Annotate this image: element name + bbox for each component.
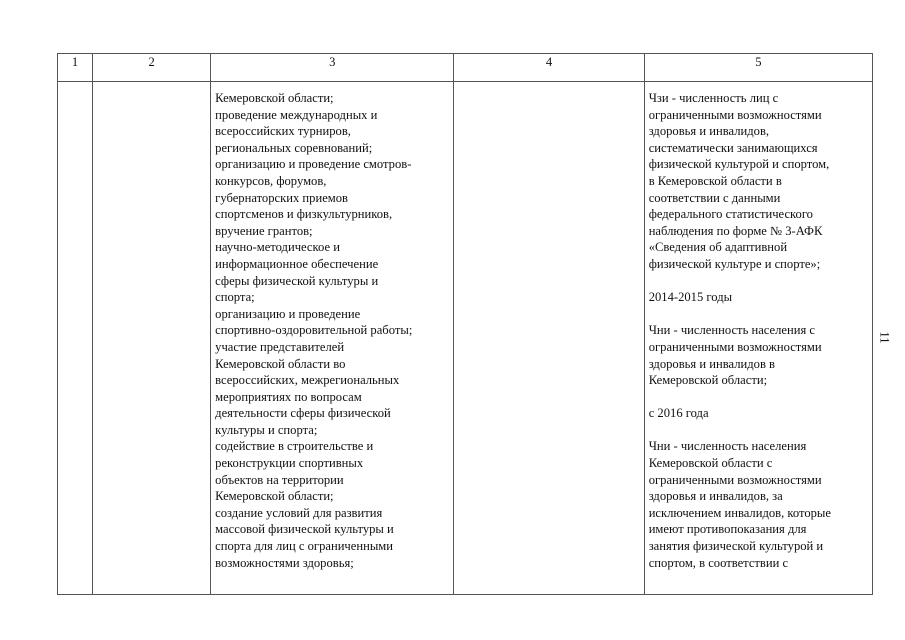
header-cell-3: 3	[211, 54, 454, 82]
body-cell-5	[644, 82, 872, 595]
indicator-definitions-text: Чзи - численность лиц с ограниченными возможностями здоровья и инвалидов, систематически занимающихся физической культурой и спортом, в Кемеровской области в соответствии с данными федерального статистического наблюдения по форме № 3-АФК «Сведения об адаптивной физической культуре и спорте»; 2014-2015 годы Чни - численность населения с ограниченными возможностями здоровья и инвалидов в Кемеровской области; с 2016 года Чни - численность населения Кемеровской области с ограниченными возможностями здоровья и инвалидов, за исключением инвалидов, которые имеют противопоказания для занятия физической культурой и спортом, в соответствии с	[648, 91, 831, 570]
header-cell-2: 2	[93, 54, 211, 82]
table-header-row	[58, 54, 873, 82]
body-cell-4-text	[454, 82, 643, 90]
measures-text: Кемеровской области; проведение международных и всероссийских турниров, региональных соревнований; организацию и проведение смотров- конкурсов, форумов, губернаторских приемов спортсменов и физкультурников, вручение грантов; научно-методическое и информационное обеспечение сферы физической культуры и спорта; организацию и проведение спортивно-оздоровительной работы; участие представителей Кемеровской области во всероссийских, межрегиональных мероприятиях по вопросам деятельности сферы физической культуры и спорта; содействие в строительстве и реконструкции спортивных объектов на территории Кемеровской области; создание условий для развития массовой физической культуры и спорта для лиц с ограниченными возможностями здоровья;	[215, 91, 413, 570]
body-cell-4	[454, 82, 644, 595]
body-cell-2	[93, 82, 211, 595]
header-cell-5: 5	[644, 54, 872, 82]
body-cell-1-text	[58, 82, 92, 90]
header-cell-4: 4	[454, 54, 644, 82]
page-number: 11	[877, 331, 892, 344]
body-cell-1	[58, 82, 93, 595]
body-cell-3	[211, 82, 454, 595]
header-cell-1: 1	[58, 54, 93, 82]
table-row	[58, 82, 873, 595]
document-table	[57, 53, 873, 595]
body-cell-2-text	[93, 82, 210, 90]
